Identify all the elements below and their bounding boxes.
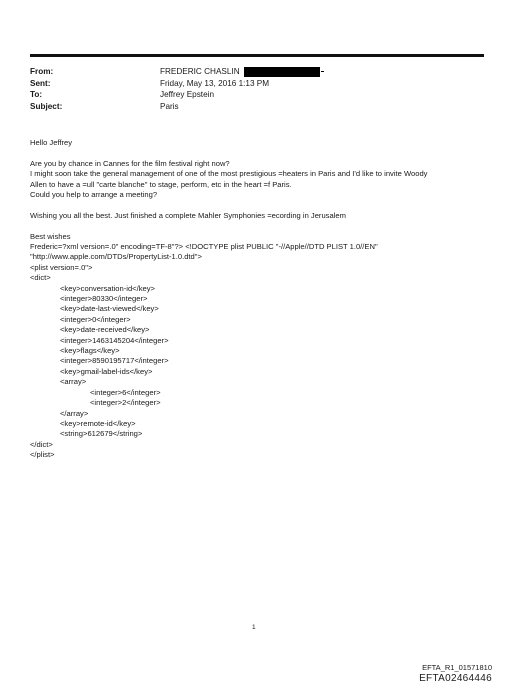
email-body <box>30 138 490 461</box>
xml-line: <key>date-last-viewed</key> <box>60 304 159 314</box>
xml-line: <key>remote-id</key> <box>60 418 136 428</box>
xml-line: </plist> <box>30 450 55 460</box>
to-row <box>30 89 324 101</box>
xml-line: <array> <box>60 377 87 387</box>
xml-line: <key>conversation-id</key> <box>60 283 155 293</box>
xml-line: <integer>2</integer> <box>90 398 161 408</box>
xml-line: <key>gmail-label-ids</key> <box>60 366 153 376</box>
signoff: Best wishes <box>30 231 71 241</box>
body-line: Wishing you all the best. Just finished a complete Mahler Symphonies =ecording in Jerusalem <box>30 210 346 220</box>
body-line: I might soon take the general management of one of the most prestigious =heaters in Paris and I'd like to invite Woody <box>30 169 428 179</box>
xml-line: <integer>80330</integer> <box>60 294 148 304</box>
page-number: 1 <box>252 624 256 631</box>
xml-line: <key>flags</key> <box>60 346 120 356</box>
document-reference: EFTA02464446 <box>419 673 492 684</box>
xml-line: </array> <box>60 408 89 418</box>
from-value: FREDERIC CHASLIN <box>160 67 240 76</box>
to-value: Jeffrey Epstein <box>160 90 215 100</box>
from-label: From: <box>30 67 54 76</box>
greeting: Hello Jeffrey <box>30 138 73 147</box>
xml-line: <integer>6</integer> <box>90 387 161 397</box>
subject-label: Subject: <box>30 101 63 111</box>
xml-line: "http://www.apple.com/DTDs/PropertyList-1.0.dtd"> <box>30 252 202 262</box>
xml-line: <integer>1463145204</integer> <box>60 335 169 345</box>
sent-value: Friday, May 13, 2016 1:13 PM <box>160 78 270 88</box>
body-line: Are you by chance in Cannes for the film festival right now? <box>30 158 230 168</box>
xml-line: <string>612679</string> <box>60 429 143 439</box>
body-line: Allen to have a =ull "carte blanche" to stage, perform, etc in the heart =f Paris. <box>30 179 292 189</box>
email-header <box>30 66 324 112</box>
xml-line: </dict> <box>30 439 53 449</box>
subject-row <box>30 101 324 113</box>
sent-label: Sent: <box>30 78 51 88</box>
to-label: To: <box>30 90 43 100</box>
header-rule <box>30 54 484 57</box>
xml-line: Frederic=?xml version=.0" encoding=TF-8"?> <!DOCTYPE plist PUBLIC "-//Apple//DTD PLIST 1.0//EN" <box>30 242 378 252</box>
redaction-bar <box>244 67 320 77</box>
xml-line: <key>date-received</key> <box>60 325 150 335</box>
xml-line: <integer>8590195717</integer> <box>60 356 169 366</box>
body-line: Could you help to arrange a meeting? <box>30 190 158 200</box>
document-reference-small: EFTA_R1_01571810 <box>422 663 492 672</box>
xml-line: <dict> <box>30 273 51 283</box>
xml-block <box>30 242 490 461</box>
xml-line: <plist version=.0"> <box>30 262 93 272</box>
from-row <box>30 66 324 78</box>
subject-value: Paris <box>160 101 179 111</box>
xml-line: <integer>0</integer> <box>60 314 131 324</box>
redaction-mark <box>321 71 324 72</box>
sent-row <box>30 78 324 90</box>
